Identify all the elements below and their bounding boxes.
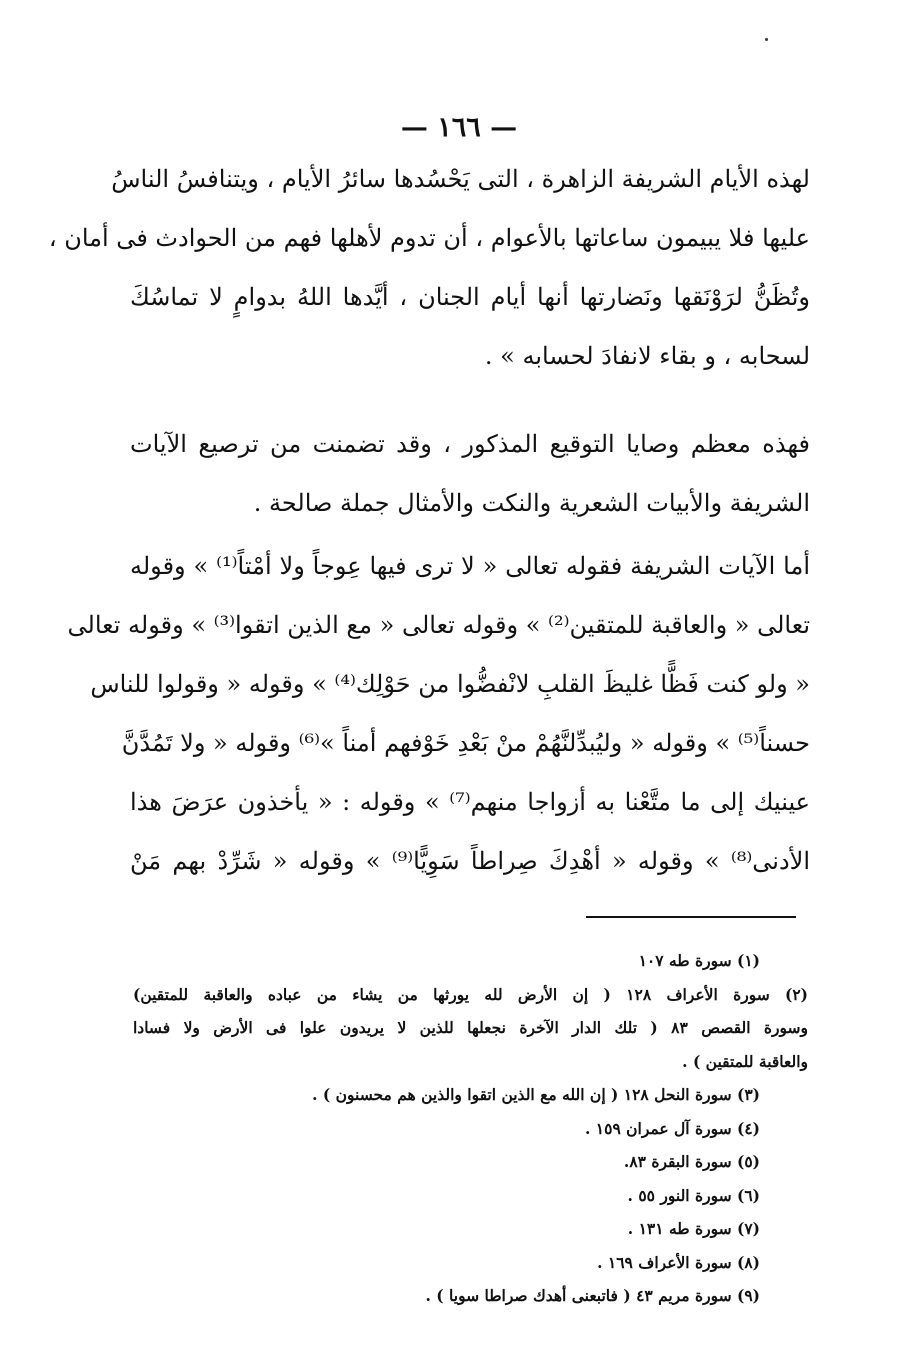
text-line: الأدنى⁽⁸⁾ » وقوله « أهْدِكَ صِراطاً سَوِيًّا⁽⁹⁾ » وقوله « شَرِّدْ بهم مَنْ: [130, 847, 810, 875]
text-line: لسحابه ، و بقاء لانفادَ لحسابه » .: [484, 342, 810, 370]
text-line: عينيك إلى ما متَّعْنا به أزواجا منهم⁽⁷⁾ » وقوله : « يأخذون عرَضَ هذا: [130, 788, 811, 816]
paragraph-3: [67, 537, 811, 891]
text-line: وتُظَنُّ لرَوْنَقها ونَضارتها أنها أيام الجنان ، أيَّدها اللهُ بدوامٍ لا تماسُكَ: [130, 283, 811, 311]
text-line: لهذه الأيام الشريفة الزاهرة ، التى يَحْسُدها سائرُ الأيام ، ويتنافسُ الناسُ: [111, 165, 810, 193]
paragraph-1: [48, 150, 811, 386]
footnote: والعاقبة للمتقين ) .: [682, 1051, 808, 1071]
text-line: أما الآيات الشريفة فقوله تعالى « لا ترى فيها عِوجاً ولا أمْتاً⁽¹⁾ » وقوله: [130, 552, 810, 580]
text-line: عليها فلا يبيمون ساعاتها بالأعوام ، أن تدوم لأهلها فهم من الحوادث فى أمان ،: [48, 224, 810, 252]
footnote: (٨) سورة الأعراف ١٦٩ .: [597, 1252, 760, 1272]
footnote: (٤) سورة آل عمران ١٥٩ .: [585, 1118, 760, 1138]
text-line: الشريفة والأبيات الشعرية والنكت والأمثال جملة صالحة .: [253, 489, 810, 517]
ink-speck: [765, 38, 768, 41]
footnote-separator: [586, 916, 796, 918]
footnote: (٣) سورة النحل ١٢٨ ( إن الله مع الذين اتقوا والذين هم محسنون ) .: [312, 1085, 760, 1104]
text-line: فهذه معظم وصايا التوقيع المذكور ، وقد تضمنت من ترصيع الآيات: [130, 430, 810, 458]
footnote: وسورة القصص ٨٣ ( تلك الدار الآخرة نجعلها للذين لا يريدون علوا فى الأرض ولا فسادا: [133, 1018, 808, 1037]
text-line: « ولو كنت فَظًّا غليظَ القلبِ لانْفضُّوا من حَوْلِك⁽⁴⁾ » وقوله « وقولوا للناس: [90, 670, 810, 698]
footnote: (١) سورة طه ١٠٧: [638, 951, 760, 970]
page-number-header: — ١٦٦ —: [400, 112, 518, 143]
paragraph-2: [130, 415, 810, 533]
footnote: (٧) سورة طه ١٣١ .: [627, 1219, 760, 1238]
footnote: (٥) سورة البقرة ٨٣.: [623, 1152, 760, 1171]
footnote: (٦) سورة النور ٥٥ .: [627, 1185, 760, 1205]
text-line: حسناً⁽⁵⁾ » وقوله « وليُبدِّلنَّهُمْ منْ بَعْدِ خَوْفهم أمناً »⁽⁶⁾ وقوله « ولا تَمُدَّنَّ: [121, 729, 810, 757]
footnote: (٢) سورة الأعراف ١٢٨ ( إن الأرض لله يورثها من يشاء من عباده والعاقبة للمتقين): [133, 984, 808, 1004]
text-line: تعالى « والعاقبة للمتقين⁽²⁾ » وقوله تعالى « مع الذين اتقوا⁽³⁾ » وقوله تعالى: [67, 611, 810, 639]
footnotes: [133, 944, 808, 1313]
footnote: (٩) سورة مريم ٤٣ ( فاتبعنى أهدك صراطا سويا ) .: [425, 1286, 760, 1305]
